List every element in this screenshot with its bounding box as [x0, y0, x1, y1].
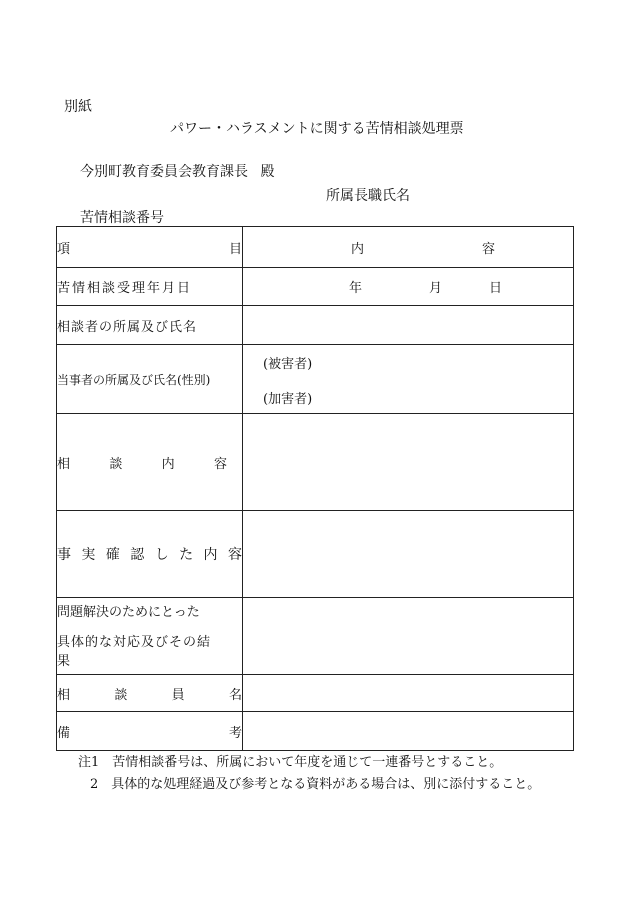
consultant-row	[57, 306, 574, 345]
parties-field[interactable]	[243, 345, 574, 414]
facts-char: 内	[203, 547, 218, 563]
item-header-cell	[57, 227, 243, 268]
consult-content-char: 談	[109, 456, 123, 472]
parties-row	[57, 345, 574, 414]
victim-label: (被害者)	[263, 357, 313, 372]
signatory-label: 所属長職氏名	[326, 188, 410, 204]
resolution-field[interactable]	[243, 598, 574, 675]
remarks-char: 備	[57, 725, 71, 741]
addressee	[80, 161, 274, 181]
facts-char: 認	[130, 547, 145, 563]
facts-field[interactable]	[243, 511, 574, 598]
consult-content-char: 容	[213, 456, 227, 472]
facts-label-cell	[57, 511, 243, 598]
year-unit: 年	[349, 281, 363, 296]
facts-char: 確	[105, 547, 120, 563]
consultant-label-cell	[57, 306, 243, 345]
resolution-label-line: 問題解決のためにとった	[57, 605, 200, 620]
parties-label: 当事者の所属及び氏名(性別)	[57, 372, 211, 387]
honorific: 殿	[260, 164, 275, 180]
facts-char: た	[179, 547, 194, 563]
facts-char: 事	[57, 547, 71, 563]
perpetrator-label: (加害者)	[263, 392, 313, 407]
content-header-char: 内	[351, 241, 365, 257]
consult-content-char: 内	[161, 456, 175, 472]
facts-char: 実	[81, 547, 96, 563]
counselor-char: 名	[228, 687, 242, 703]
remarks-label-cell	[57, 712, 243, 751]
month-unit: 月	[429, 281, 443, 296]
facts-char: 容	[227, 547, 242, 563]
received-date-label: 苦情相談受理年月日	[57, 281, 193, 296]
content-header-char: 容	[481, 241, 495, 257]
received-date-label-cell	[57, 268, 243, 306]
note-1: 注1 苦情相談番号は、所属において年度を通じて一連番号とすること。	[78, 755, 503, 770]
parties-label-cell	[57, 345, 243, 414]
counselor-char: 談	[114, 687, 128, 703]
consult-content-label-cell	[57, 414, 243, 511]
resolution-label-line: 具体的な対応及びその結	[57, 635, 212, 650]
counselor-field[interactable]	[243, 675, 574, 712]
day-unit: 日	[489, 281, 503, 296]
facts-char: し	[154, 547, 169, 563]
attachment-label: 別紙	[64, 99, 92, 115]
counselor-label-cell	[57, 675, 243, 712]
note-2: 2 具体的な処理経過及び参考となる資料がある場合は、別に添付すること。	[90, 777, 541, 792]
remarks-char: 考	[228, 725, 242, 741]
counselor-row	[57, 675, 574, 712]
consultant-label: 相談者の所属及び氏名	[57, 319, 198, 335]
content-header-cell	[243, 227, 574, 268]
addressee-name: 今別町教育委員会教育課長	[80, 164, 248, 180]
counselor-char: 相	[57, 687, 71, 703]
received-date-field[interactable]	[243, 268, 574, 306]
consult-content-char: 相	[57, 456, 71, 472]
remarks-field[interactable]	[243, 712, 574, 751]
item-header-char: 目	[228, 241, 242, 257]
facts-row	[57, 511, 574, 598]
consult-content-field[interactable]	[243, 414, 574, 511]
table-header-row	[57, 227, 574, 268]
resolution-row	[57, 598, 574, 675]
resolution-label-line: 果	[57, 654, 71, 669]
consult-content-row	[57, 414, 574, 511]
resolution-label-cell	[57, 598, 243, 675]
received-date-row	[57, 268, 574, 306]
consultant-field[interactable]	[243, 306, 574, 345]
consultation-form-table	[56, 226, 574, 751]
item-header-char: 項	[57, 241, 71, 257]
remarks-row	[57, 712, 574, 751]
form-title: パワー・ハラスメントに関する苦情相談処理票	[170, 121, 464, 137]
case-number-label: 苦情相談番号	[80, 210, 164, 226]
counselor-char: 員	[171, 687, 185, 703]
